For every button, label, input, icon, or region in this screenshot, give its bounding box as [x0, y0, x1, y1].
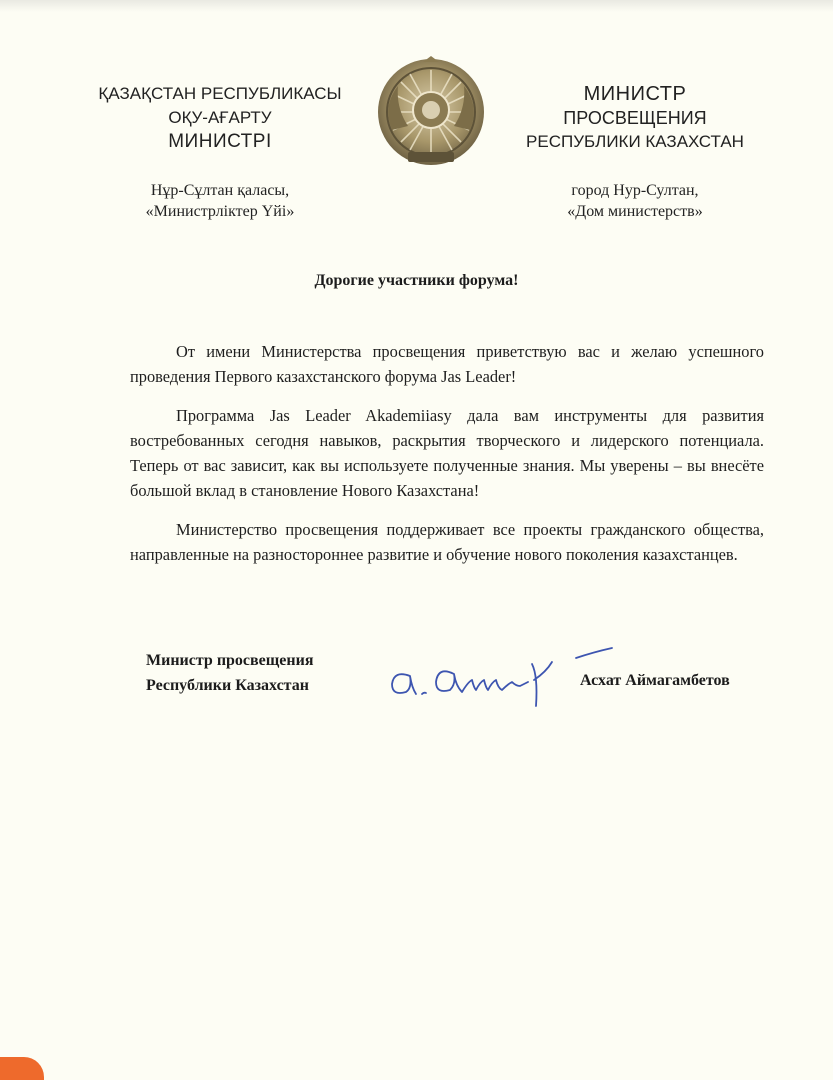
- signer-title-line1: Министр просвещения: [146, 652, 314, 669]
- header-kazakh-line2: ОҚУ-АҒАРТУ: [168, 108, 272, 127]
- letter-paragraph-2: Программа Jas Leader Akademiiasy дала вам инструменты для развития востребованных сегодня навыков, раскрытия творческого и лидерского потенциала. Теперь от вас зависит, как вы используете полученные знания. Мы уверены – вы внесёте большой вклад в становление Нового Казахстана!: [130, 406, 764, 500]
- signer-title-line2: Республики Казахстан: [146, 677, 309, 694]
- header-russian-line1: МИНИСТР: [583, 83, 687, 105]
- header-kazakh-line3: МИНИСТРІ: [168, 131, 272, 152]
- letter-greeting: Дорогие участники форума!: [314, 272, 519, 289]
- header-russian-line2: ПРОСВЕЩЕНИЯ: [563, 108, 707, 128]
- address-kazakh-city: Нұр-Сұлтан қаласы,: [150, 182, 290, 199]
- header-russian: [505, 82, 765, 154]
- letter-paragraph-1: От имени Министерства просвещения приветствую вас и желаю успешного проведения Первого казахстанского форума Jas Leader!: [130, 342, 764, 386]
- signer-title: [146, 648, 313, 698]
- page-top-edge: [0, 0, 833, 12]
- address-kazakh-building: «Министрліктер Үйі»: [145, 203, 295, 220]
- header-russian-line3: РЕСПУБЛИКИ КАЗАХСТАН: [526, 132, 744, 151]
- state-emblem-icon: [372, 56, 490, 172]
- address-russian: [510, 180, 760, 222]
- header-kazakh-line1: ҚАЗАҚСТАН РЕСПУБЛИКАСЫ: [98, 84, 342, 103]
- header-kazakh: [80, 82, 360, 154]
- address-russian-city: город Нур-Султан,: [571, 182, 699, 199]
- letter-paragraph-3: Министерство просвещения поддерживает все проекты гражданского общества, направленные на разностороннее развитие и обучение нового поколения казахстанцев.: [130, 520, 764, 564]
- address-russian-building: «Дом министерств»: [567, 203, 703, 220]
- signer-name: Асхат Аймагамбетов: [580, 672, 730, 689]
- address-kazakh: [95, 180, 345, 222]
- corner-tab: [0, 1057, 44, 1080]
